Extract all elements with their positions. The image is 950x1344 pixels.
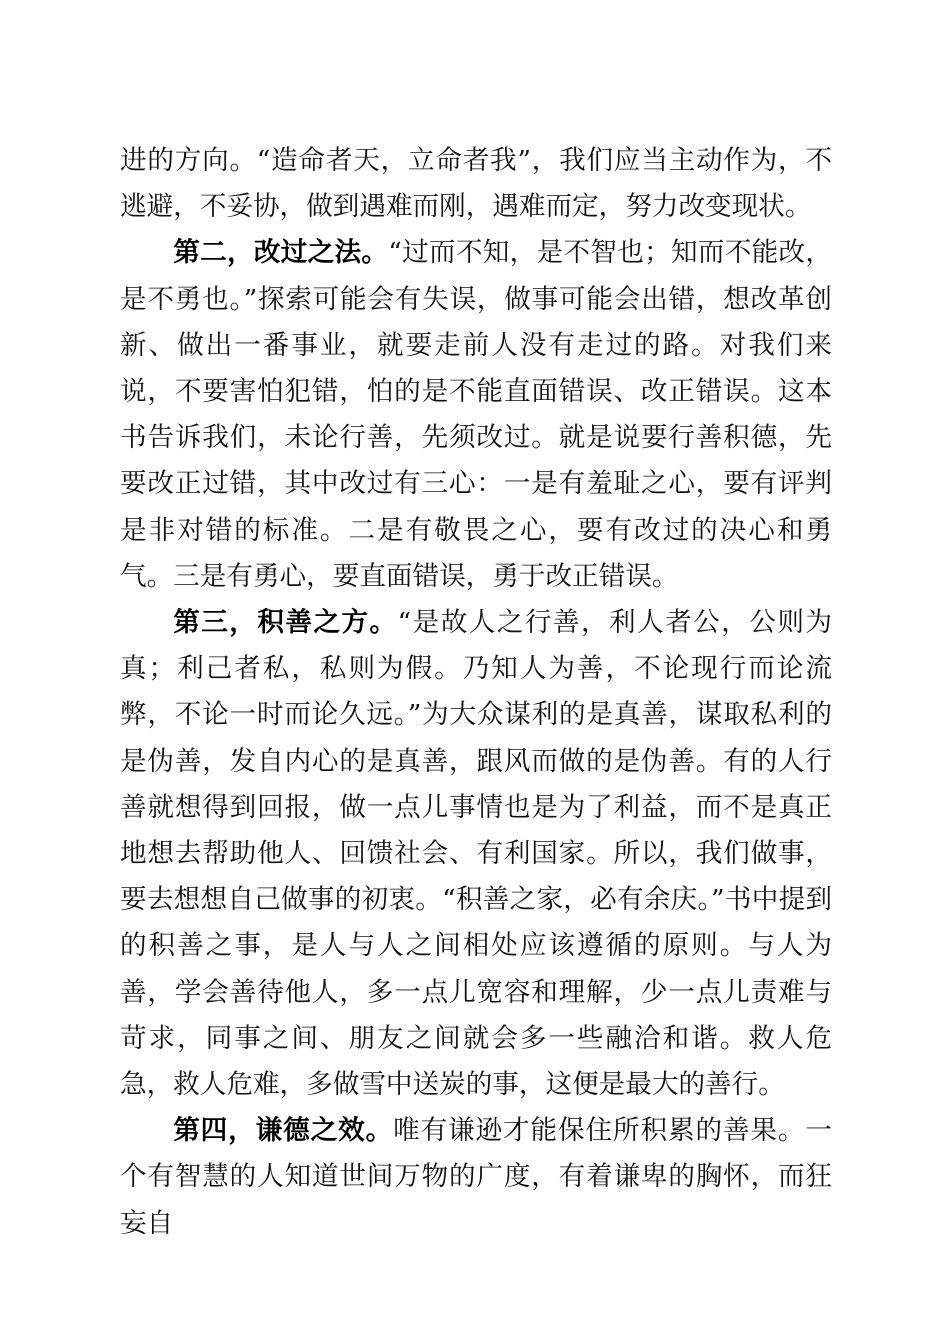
paragraph-text: “过而不知，是不智也；知而不能改，是不勇也。”探索可能会有失误，做事可能会出错，想改革创新、做出一番事业，就要走前人没有走过的路。对我们来说，不要害怕犯错，怕的是不能直面错误、改正错误。这本书告诉我们，未论行善，先须改过。就是说要行善积德，先要改正过错，其中改过有三心：一是有羞耻之心，要有评判是非对错的标准。二是有敬畏之心，要有改过的决心和勇气。三是有勇心，要直面错误，勇于改正错误。 xyxy=(120,237,832,592)
section-heading: 第三，积善之方。 xyxy=(173,607,398,639)
paragraph-section-three xyxy=(120,600,832,1108)
section-heading: 第二，改过之法。 xyxy=(173,237,389,269)
document-page xyxy=(120,138,832,1247)
paragraph-text: “是故人之行善，利人者公，公则为真；利己者私，私则为假。乃知人为善，不论现行而论流弊，不论一时而论久远。”为大众谋利的是真善，谋取私利的是伪善，发自内心的是真善，跟风而做的是伪善。有的人行善就想得到回报，做一点儿事情也是为了利益，而不是真正地想去帮助他人、回馈社会、有利国家。所以，我们做事，要去想想自己做事的初衷。“积善之家，必有余庆。”书中提到的积善之事，是人与人之间相处应该遵循的原则。与人为善，学会善待他人，多一点儿宽容和理解，少一点儿责难与苛求，同事之间、朋友之间就会多一些融洽和谐。救人危急，救人危难，多做雪中送炭的事，这便是最大的善行。 xyxy=(120,607,832,1101)
paragraph-continuation xyxy=(120,138,832,230)
section-heading: 第四，谦德之效。 xyxy=(173,1115,394,1147)
paragraph-section-two xyxy=(120,230,832,600)
paragraph-text: 唯有谦逊才能保住所积累的善果。一个有智慧的人知道世间万物的广度，有着谦卑的胸怀，而狂妄自 xyxy=(120,1115,833,1239)
paragraph-text: 进的方向。“造命者天，立命者我”，我们应当主动作为，不逃避，不妥协，做到遇难而刚，遇难而定，努力改变现状。 xyxy=(120,145,832,223)
paragraph-section-four xyxy=(120,1108,832,1247)
